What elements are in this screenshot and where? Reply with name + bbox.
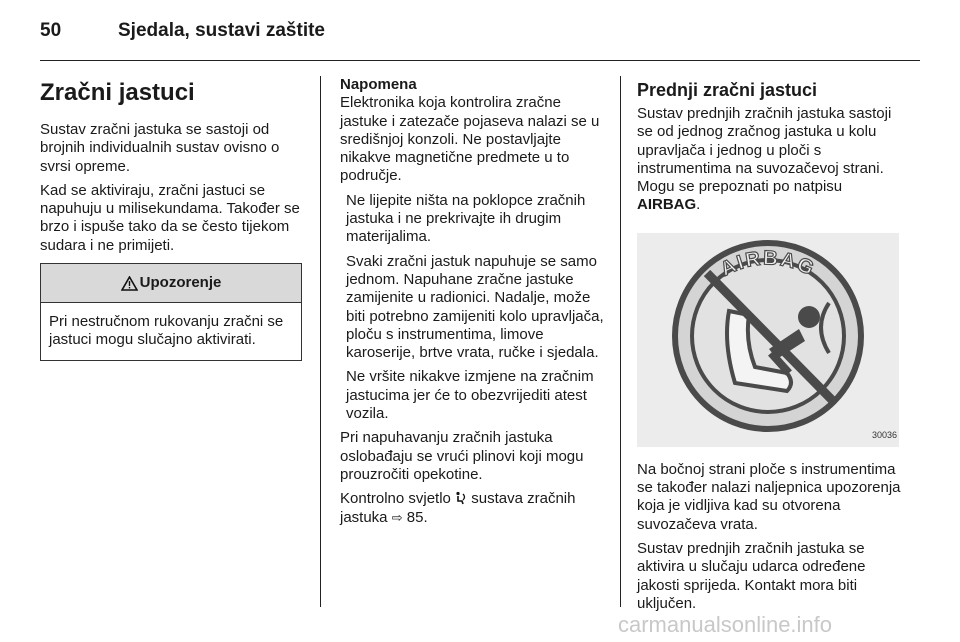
note-paragraph-3: Svaki zračni jastuk napuhuje se samo jednom. Napuhane zračne jastuke zamijenite u radionici. Nadalje, može biti potrebno zamijeniti kolo upravljača, ploču s instrumentima, limove karoserije, brtve vrata, ručke i sjedala. xyxy=(346,252,604,362)
warning-title: Upozorenje xyxy=(139,273,222,291)
note-paragraph-4: Ne vršite nikakve izmjene na zračnim jastucima jer će to obezvrijediti atest vozila. xyxy=(346,368,594,423)
front-airbags-paragraph: Sustav prednjih zračnih jastuka sastoji se od jednog zračnog jastuka u kolu upravljača i jednog u ploči s instrumentima na suvozačevoj strani. Mogu se prepoznati po natpisu AIRBAG. xyxy=(637,105,892,214)
airbag-arc-text xyxy=(637,233,899,447)
control-light-paragraph: Kontrolno svjetlo sustava zračnih jastuka ⇨ 85. xyxy=(340,490,576,526)
image-code: 30036 xyxy=(871,430,897,441)
note-paragraph-2: Ne lijepite ništa na poklopce zračnih jastuka i ne prekrivajte ih drugim materijalima. xyxy=(346,191,586,246)
warning-text: Pri nestručnom rukovanju zračni se jastuci mogu slučajno aktivirati. xyxy=(49,313,284,349)
airbag-warning-light-icon xyxy=(455,491,467,505)
page-number: 50 xyxy=(40,20,62,41)
column-middle xyxy=(340,76,610,533)
chapter-title: Sjedala, sustavi zaštite xyxy=(118,20,325,41)
side-label-paragraph: Na bočnoj strani ploče s instrumentima se također nalazi naljepnica upozorenja koja je vidljiva kad su otvorena suvozačeva vrata. xyxy=(637,460,901,533)
activation-condition-paragraph: Sustav prednjih zračnih jastuka se aktivira u slučaju udarca određene jakosti sprijeda. Kontakt mora biti uključen. xyxy=(637,539,866,612)
note-block xyxy=(340,94,610,423)
note-paragraph-1: Elektronika koja kontrolira zračne jastuke i zatezače pojaseva nalazi se u središnjoj konzoli. Ne postavljajte nikakve magnetične predmete u to područje. xyxy=(340,94,600,185)
column-right xyxy=(637,76,905,619)
header-rule xyxy=(40,60,920,61)
intro-paragraph: Sustav zračni jastuka se sastoji od brojnih individualnih sustav ovisno o svrsi opreme. xyxy=(40,121,280,175)
front-airbags-heading: Prednji zračni jastuci xyxy=(637,80,818,100)
activation-paragraph: Kad se aktiviraju, zračni jastuci se napuhuju u milisekundama. Također se brzo i ispuše tako da se često tijekom sudara i ne primijeti. xyxy=(40,181,300,254)
airbag-label-text: AIRBAG xyxy=(637,196,697,214)
watermark: carmanualsonline.info xyxy=(618,612,833,637)
column-left xyxy=(40,76,305,361)
column-divider-1 xyxy=(320,76,321,607)
section-heading: Zračni jastuci xyxy=(40,79,195,106)
hot-gas-paragraph: Pri napuhavanju zračnih jastuka oslobađaju se vrući plinovi koji mogu prouzročiti opekotine. xyxy=(340,429,584,483)
warning-box xyxy=(40,263,302,361)
svg-text:AIRBAG: AIRBAG xyxy=(717,247,819,281)
column-divider-2 xyxy=(620,76,621,607)
page-reference[interactable]: 85. xyxy=(406,508,428,526)
page-reference-icon: ⇨ xyxy=(391,509,403,525)
note-title: Napomena xyxy=(340,76,417,93)
warning-triangle-icon xyxy=(121,276,138,291)
warning-header xyxy=(41,264,301,303)
airbag-sticker-illustration xyxy=(637,233,899,447)
